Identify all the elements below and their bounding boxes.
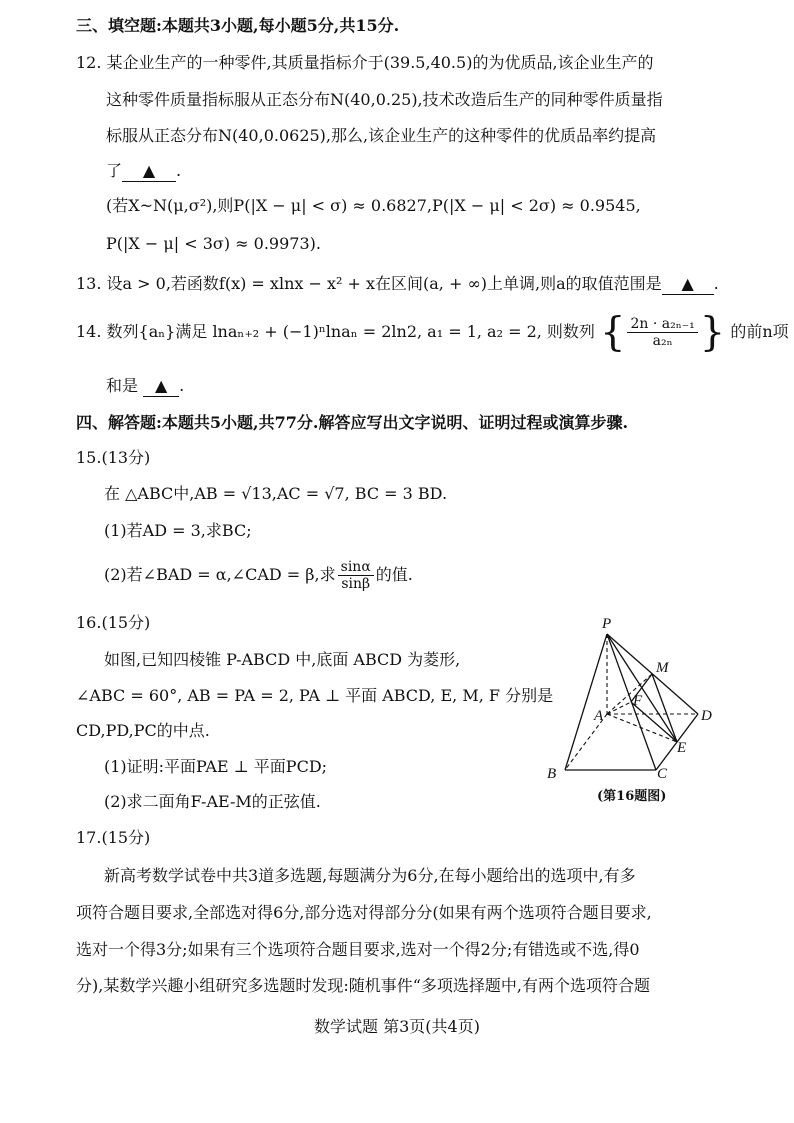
q12-line1: 12. 某企业生产的一种零件,其质量指标介于(39.5,40.5)的为优质品,该企业生产的 xyxy=(76,53,654,72)
q15-frac-den: sinβ xyxy=(341,576,371,592)
page-footer: 数学试题 第3页(共4页) xyxy=(314,1017,480,1036)
q15-part2-suffix: 的值. xyxy=(375,565,413,584)
q13-suffix: . xyxy=(713,274,719,293)
q16-line3: CD,PD,PC的中点. xyxy=(76,721,210,740)
q12-line6: P(|X − μ| < 3σ) ≈ 0.9973). xyxy=(106,234,321,253)
q14-line2-prefix: 和是 xyxy=(106,376,139,395)
label-P: P xyxy=(602,616,612,632)
q14-line2-suffix: . xyxy=(179,376,185,395)
triangle-icon: ▲ xyxy=(142,161,156,180)
q16-header: 16.(15分) xyxy=(76,613,151,632)
q15-fraction xyxy=(338,559,374,592)
q17-line3: 选对一个得3分;如果有三个选项符合题目要求,选对一个得2分;有错选或不选,得0 xyxy=(76,940,640,959)
q17-line2: 项符合题目要求,全部选对得6分,部分选对得部分分(如果有两个选项符合题目要求, xyxy=(76,903,652,922)
q12-line3: 标服从正态分布N(40,0.0625),那么,该企业生产的这种零件的优质品率约提高 xyxy=(106,126,657,145)
q15-line1: 在 △ABC中,AB = √13,AC = √7, BC = 3 BD. xyxy=(104,484,448,503)
q16-part1: (1)证明:平面PAE ⊥ 平面PCD; xyxy=(104,757,328,776)
q13-answer-blank xyxy=(662,274,714,295)
q15-frac-num: sinα xyxy=(338,559,374,576)
q14-line1 xyxy=(76,309,789,356)
q17-line1: 新高考数学试卷中共3道多选题,每题满分为6分,在每小题给出的选项中,有多 xyxy=(104,866,636,885)
q14-prefix: 14. 数列{aₙ}满足 lnaₙ₊₂ + (−1)ⁿlnaₙ = 2ln2, a₁ = 1, a₂ = 2, 则数列 xyxy=(76,322,595,341)
label-D: D xyxy=(701,708,712,724)
triangle-icon: ▲ xyxy=(681,274,694,293)
section3-heading: 三、填空题:本题共3小题,每小题5分,共15分. xyxy=(76,16,400,35)
q14-frac-den: a₂ₙ xyxy=(652,333,673,349)
q13-text: 13. 设a > 0,若函数f(x) = xlnx − x² + x在区间(a, + ∞)上单调,则a的取值范围是 xyxy=(76,274,662,293)
edge-AE xyxy=(607,714,677,742)
label-F: F xyxy=(633,693,643,709)
triangle-icon: ▲ xyxy=(154,376,168,395)
q12-line2: 这种零件质量指标服从正态分布N(40,0.25),技术改造后生产的同种零件质量指 xyxy=(106,90,663,109)
left-brace: { xyxy=(600,309,626,356)
q17-header: 17.(15分) xyxy=(76,828,151,847)
label-B: B xyxy=(547,766,557,782)
q12-line4-prefix: 了 xyxy=(106,161,123,180)
q14-fraction xyxy=(627,316,697,349)
pyramid-figure xyxy=(530,612,730,812)
q15-header: 15.(13分) xyxy=(76,448,151,467)
q16-line2: ∠ABC = 60°, AB = PA = 2, PA ⊥ 平面 ABCD, E, M, F 分别是 xyxy=(76,686,554,705)
edge-PB xyxy=(565,634,607,770)
label-C: C xyxy=(657,766,668,782)
section4-heading: 四、解答题:本题共5小题,共77分.解答应写出文字说明、证明过程或演算步骤. xyxy=(76,413,629,432)
q13-line xyxy=(76,274,719,295)
q12-line4-suffix: . xyxy=(176,161,182,180)
q15-part1: (1)若AD = 3,求BC; xyxy=(104,521,252,540)
q12-line5: (若X~N(μ,σ²),则P(|X − μ| < σ) ≈ 0.6827,P(|X − μ| < 2σ) ≈ 0.9545, xyxy=(106,196,641,215)
q14-answer-blank xyxy=(143,376,179,397)
figure-caption: (第16题图) xyxy=(597,789,667,804)
q15-part2 xyxy=(104,558,413,592)
q12-line4 xyxy=(106,161,181,182)
q15-part2-prefix: (2)若∠BAD = α,∠CAD = β,求 xyxy=(104,565,336,584)
q17-line4: 分),某数学兴趣小组研究多选题时发现:随机事件“多项选择题中,有两个选项符合题 xyxy=(76,976,650,995)
q12-answer-blank xyxy=(122,161,176,182)
q14-suffix: 的前n项 xyxy=(730,322,789,341)
q16-part2: (2)求二面角F-AE-M的正弦值. xyxy=(104,792,321,811)
label-E: E xyxy=(677,740,687,756)
label-M: M xyxy=(656,660,669,676)
q14-frac-num: 2n · a₂ₙ₋₁ xyxy=(627,316,697,333)
right-brace: } xyxy=(699,309,726,356)
q14-line2 xyxy=(106,376,184,397)
label-A: A xyxy=(594,708,604,724)
q16-line1: 如图,已知四棱锥 P-ABCD 中,底面 ABCD 为菱形, xyxy=(104,650,461,669)
